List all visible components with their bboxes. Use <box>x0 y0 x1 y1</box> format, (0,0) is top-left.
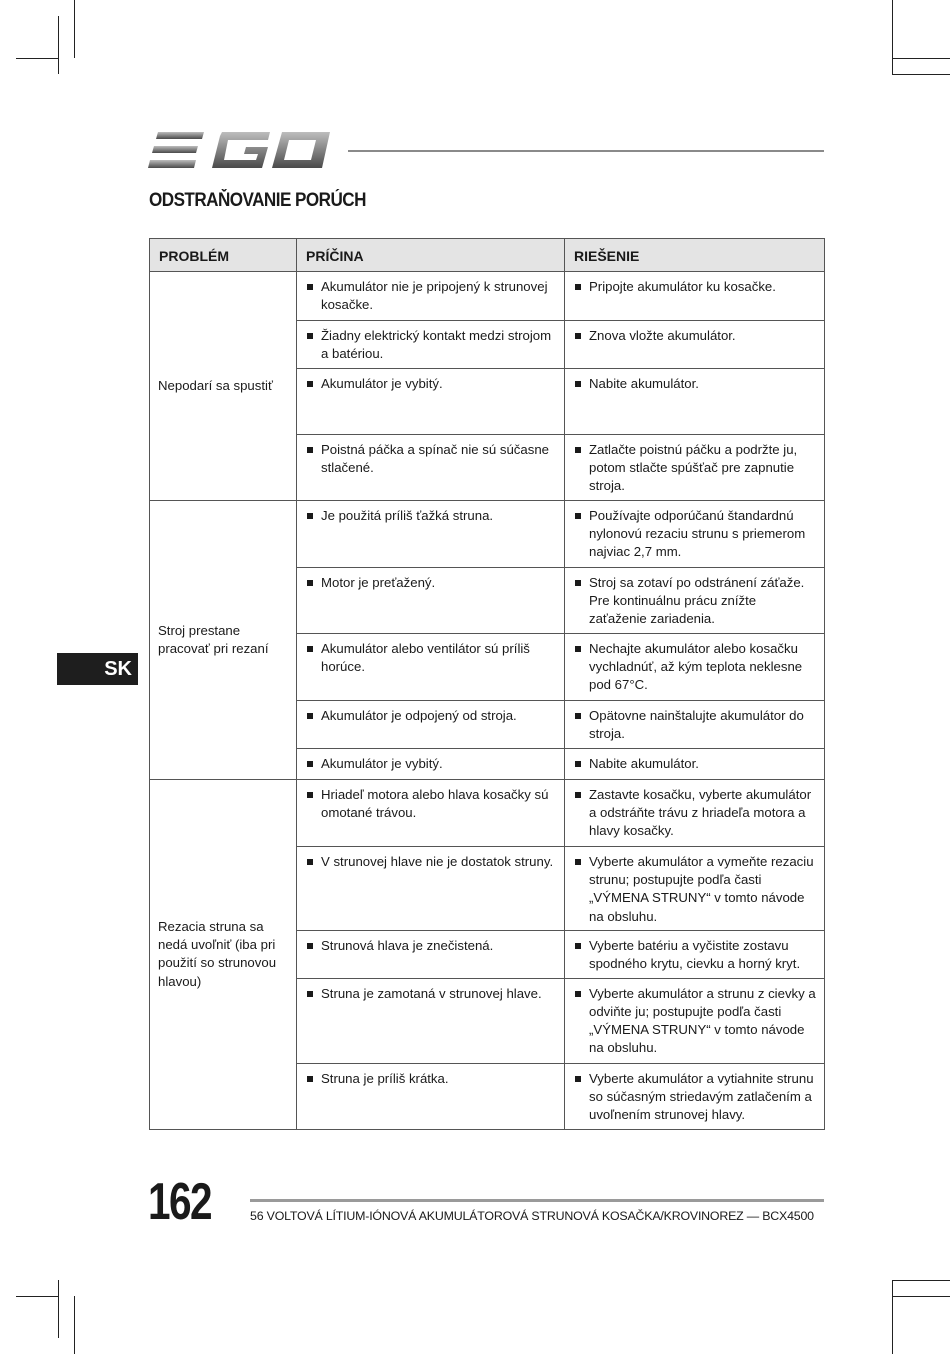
cause-cell: Akumulátor alebo ventilátor sú príliš horúce. <box>297 634 565 701</box>
solution-cell: Používajte odporúčanú štandardnú nylonovú rezaciu strunu s priemerom najviac 2,7 mm. <box>565 501 825 568</box>
crop-mark <box>892 58 950 59</box>
language-tab: SK <box>57 653 138 685</box>
ego-logo <box>148 128 332 172</box>
table-row <box>150 501 825 568</box>
cause-cell: Strunová hlava je znečistená. <box>297 930 565 978</box>
crop-mark <box>892 74 950 75</box>
header-rule <box>348 150 824 152</box>
cause-cell: Struna je zamotaná v strunovej hlave. <box>297 978 565 1063</box>
solution-cell: Stroj sa zotaví po odstránení záťaže. Pre kontinuálnu prácu znížte zaťaženie zariadenia. <box>565 568 825 634</box>
page-number: 162 <box>148 1173 211 1231</box>
problem-cell: Nepodarí sa spustiť <box>150 272 297 501</box>
solution-cell: Vyberte batériu a vyčistite zostavu spodného krytu, cievku a horný kryt. <box>565 930 825 978</box>
cause-cell: Struna je príliš krátka. <box>297 1063 565 1129</box>
crop-mark <box>74 0 75 58</box>
crop-mark <box>58 16 59 74</box>
solution-cell: Pripojte akumulátor ku kosačke. <box>565 272 825 321</box>
cause-cell: Motor je preťažený. <box>297 568 565 634</box>
problem-cell: Stroj prestane pracovať pri rezaní <box>150 501 297 780</box>
cause-cell: V strunovej hlave nie je dostatok struny. <box>297 847 565 931</box>
header-problem: PROBLÉM <box>150 239 297 272</box>
header-cause: PRÍČINA <box>297 239 565 272</box>
solution-cell: Zatlačte poistnú páčku a podržte ju, potom stlačte spúšťač pre zapnutie stroja. <box>565 435 825 501</box>
crop-mark <box>892 0 893 74</box>
footer-title: 56 VOLTOVÁ LÍTIUM-IÓNOVÁ AKUMULÁTOROVÁ STRUNOVÁ KOSAČKA/KROVINOREZ — BCX4500 <box>250 1209 814 1223</box>
cause-cell: Akumulátor je vybitý. <box>297 369 565 435</box>
solution-cell: Zastavte kosačku, vyberte akumulátor a odstráňte trávu z hriadeľa motora a hlavy kosačky. <box>565 780 825 847</box>
solution-cell: Vyberte akumulátor a vytiahnite strunu so súčasným striedavým zatlačením a uvoľnením strunovej hlavy. <box>565 1063 825 1129</box>
crop-mark <box>892 1280 893 1354</box>
solution-cell: Opätovne nainštalujte akumulátor do stroja. <box>565 701 825 749</box>
crop-mark <box>892 1296 950 1297</box>
solution-cell: Vyberte akumulátor a vymeňte rezaciu strunu; postupujte podľa časti „VÝMENA STRUNY“ v tomto návode na obsluhu. <box>565 847 825 931</box>
solution-cell: Znova vložte akumulátor. <box>565 321 825 369</box>
troubleshooting-table <box>149 238 825 1130</box>
cause-cell: Akumulátor je vybitý. <box>297 749 565 780</box>
table-row <box>150 780 825 847</box>
solution-cell: Nechajte akumulátor alebo kosačku vychladnúť, až kým teplota neklesne pod 67°C. <box>565 634 825 701</box>
crop-mark <box>16 58 58 59</box>
crop-mark <box>892 1280 950 1281</box>
solution-cell: Nabite akumulátor. <box>565 749 825 780</box>
section-title: ODSTRAŇOVANIE PORÚCH <box>149 190 366 211</box>
solution-cell: Nabite akumulátor. <box>565 369 825 435</box>
crop-mark <box>74 1296 75 1354</box>
cause-cell: Žiadny elektrický kontakt medzi strojom a batériou. <box>297 321 565 369</box>
crop-mark <box>58 1280 59 1338</box>
table-row <box>150 272 825 321</box>
footer-rule <box>250 1199 824 1202</box>
problem-cell: Rezacia struna sa nedá uvoľniť (iba pri použití so strunovou hlavou) <box>150 780 297 1130</box>
header-solution: RIEŠENIE <box>565 239 825 272</box>
solution-cell: Vyberte akumulátor a strunu z cievky a odviňte ju; postupujte podľa časti „VÝMENA STRUNY“ v tomto návode na obsluhu. <box>565 978 825 1063</box>
cause-cell: Akumulátor je odpojený od stroja. <box>297 701 565 749</box>
table-header-row <box>150 239 825 272</box>
crop-mark <box>16 1296 58 1297</box>
cause-cell: Akumulátor nie je pripojený k strunovej kosačke. <box>297 272 565 321</box>
cause-cell: Hriadeľ motora alebo hlava kosačky sú omotané trávou. <box>297 780 565 847</box>
cause-cell: Je použitá príliš ťažká struna. <box>297 501 565 568</box>
cause-cell: Poistná páčka a spínač nie sú súčasne stlačené. <box>297 435 565 501</box>
